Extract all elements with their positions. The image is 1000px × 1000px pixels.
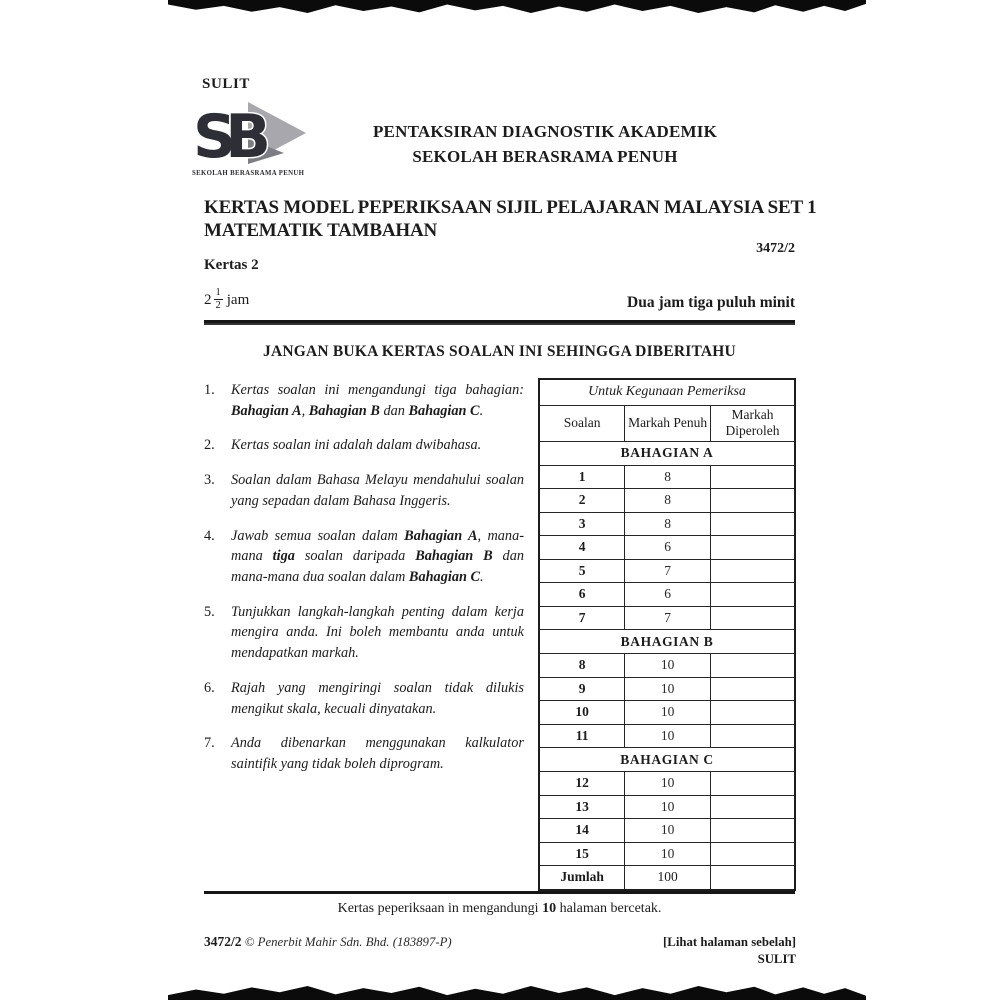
- full-marks-cell: 10: [625, 701, 711, 725]
- footer-right-block: [663, 934, 796, 969]
- table-section-label: BAHAGIAN A: [539, 441, 795, 465]
- table-row: [539, 559, 795, 583]
- instruction-text: Soalan dalam Bahasa Melayu mendahului soalan yang sepadan dalam Bahasa Inggeris.: [231, 472, 524, 509]
- question-number-cell: 6: [539, 583, 625, 607]
- table-row: [539, 795, 795, 819]
- scan-edge-bottom: [168, 986, 866, 1000]
- question-number-cell: 1: [539, 465, 625, 489]
- organisation-header: [300, 120, 790, 169]
- instruction-item: [204, 470, 524, 511]
- duration-row: [204, 288, 795, 312]
- marks-obtained-cell: [711, 677, 796, 701]
- table-row: [539, 536, 795, 560]
- examiner-use-table: [538, 378, 796, 891]
- instruction-number: 7.: [204, 735, 215, 752]
- paper-title: [204, 196, 817, 242]
- publisher-credit: © Penerbit Mahir Sdn. Bhd. (183897-P): [244, 935, 452, 949]
- instruction-number: 3.: [204, 472, 215, 489]
- full-marks-cell: 8: [625, 489, 711, 513]
- full-marks-cell: 10: [625, 795, 711, 819]
- full-marks-cell: 8: [625, 512, 711, 536]
- marks-obtained-cell: [711, 536, 796, 560]
- note-suffix: halaman bercetak.: [556, 901, 662, 916]
- full-marks-cell: 10: [625, 842, 711, 866]
- duration-whole: 2: [204, 291, 212, 308]
- question-number-cell: 5: [539, 559, 625, 583]
- confidential-label-top: SULIT: [202, 76, 251, 92]
- table-row: [539, 701, 795, 725]
- scan-edge-top: [168, 0, 866, 13]
- marks-obtained-cell: [711, 606, 796, 630]
- table-row: [539, 819, 795, 843]
- instruction-text: Tunjukkan langkah-langkah penting dalam kerja mengira anda. Ini boleh membantu anda untuk mendapatkan markah.: [231, 603, 524, 662]
- see-next-page-label: [Lihat halaman sebelah]: [663, 935, 796, 949]
- question-number-cell: 9: [539, 677, 625, 701]
- marks-obtained-cell: [711, 842, 796, 866]
- confidential-label-bottom: SULIT: [757, 952, 796, 967]
- question-number-cell: 13: [539, 795, 625, 819]
- instruction-item: [204, 380, 524, 421]
- instruction-number: 4.: [204, 527, 215, 544]
- paper-title-line1: KERTAS MODEL PEPERIKSAAN SIJIL PELAJARAN MALAYSIA SET 1: [204, 197, 817, 218]
- marks-obtained-cell: [711, 795, 796, 819]
- table-section-row: [539, 441, 795, 465]
- instruction-text: Rajah yang mengiringi soalan tidak dilukis mengikut skala, kecuali dinyatakan.: [231, 679, 524, 717]
- logo-monogram: SB: [193, 102, 260, 169]
- table-title-row: [539, 379, 795, 405]
- table-row: [539, 606, 795, 630]
- question-number-cell: 4: [539, 536, 625, 560]
- instruction-number: 2.: [204, 437, 215, 454]
- marks-obtained-cell: [711, 819, 796, 843]
- note-page-count: 10: [542, 901, 557, 916]
- full-marks-cell: 6: [625, 536, 711, 560]
- printed-pages-note: [204, 901, 795, 917]
- marks-obtained-cell: [711, 701, 796, 725]
- table-total-row: [539, 866, 795, 890]
- table-section-label: BAHAGIAN C: [539, 748, 795, 772]
- instruction-item: [204, 602, 524, 664]
- full-marks-cell: 8: [625, 465, 711, 489]
- instructions-list: [204, 380, 524, 789]
- instruction-number: 6.: [204, 679, 215, 696]
- column-header-markah-diperoleh: Markah Diperoleh: [711, 405, 796, 441]
- question-number-cell: 3: [539, 512, 625, 536]
- full-marks-cell: 10: [625, 677, 711, 701]
- total-label-cell: Jumlah: [539, 866, 625, 890]
- footer-divider-rule: [204, 891, 795, 894]
- table-section-row: [539, 748, 795, 772]
- duration-malay-numeric: [204, 288, 249, 312]
- table-row: [539, 465, 795, 489]
- question-number-cell: 12: [539, 772, 625, 796]
- question-number-cell: 7: [539, 606, 625, 630]
- table-row: [539, 677, 795, 701]
- marks-obtained-cell: [711, 465, 796, 489]
- paper-title-line2: MATEMATIK TAMBAHAN: [204, 220, 438, 242]
- full-marks-cell: 10: [625, 819, 711, 843]
- instruction-text: Kertas soalan ini mengandungi tiga bahagian: Bahagian A, Bahagian B dan Bahagian C.: [231, 382, 524, 419]
- duration-unit: jam: [226, 291, 250, 308]
- table-section-label: BAHAGIAN B: [539, 630, 795, 654]
- table-title: Untuk Kegunaan Pemeriksa: [539, 379, 795, 405]
- fraction-denominator: 2: [215, 299, 221, 311]
- column-header-markah-penuh: Markah Penuh: [625, 405, 711, 441]
- footer-row: [204, 934, 796, 969]
- full-marks-cell: 7: [625, 606, 711, 630]
- table-row: [539, 512, 795, 536]
- column-header-soalan: Soalan: [539, 405, 625, 441]
- question-number-cell: 11: [539, 724, 625, 748]
- marks-obtained-cell: [711, 772, 796, 796]
- full-marks-cell: 6: [625, 583, 711, 607]
- full-marks-cell: 7: [625, 559, 711, 583]
- footer-publisher-line: [204, 934, 452, 950]
- instruction-number: 1.: [204, 382, 215, 398]
- full-marks-cell: 10: [625, 724, 711, 748]
- question-number-cell: 2: [539, 489, 625, 513]
- footer-paper-code: 3472/2: [204, 934, 242, 949]
- instruction-item: [204, 678, 524, 719]
- total-obtained-cell: [711, 866, 796, 890]
- header-divider-rule: [204, 320, 795, 325]
- question-number-cell: 15: [539, 842, 625, 866]
- full-marks-cell: 10: [625, 654, 711, 678]
- table-row: [539, 489, 795, 513]
- marks-obtained-cell: [711, 654, 796, 678]
- duration-words: Dua jam tiga puluh minit: [627, 294, 795, 312]
- instruction-text: Jawab semua soalan dalam Bahagian A, mana-mana tiga soalan daripada Bahagian B dan mana-mana dua soalan dalam Bahagian C.: [231, 527, 524, 586]
- instruction-item: [204, 435, 524, 456]
- marks-obtained-cell: [711, 724, 796, 748]
- note-prefix: Kertas peperiksaan in mengandungi: [337, 901, 543, 916]
- instruction-item: [204, 733, 524, 774]
- table-section-row: [539, 630, 795, 654]
- question-number-cell: 10: [539, 701, 625, 725]
- fraction-numerator: 1: [215, 287, 221, 298]
- total-marks-cell: 100: [625, 866, 711, 890]
- instruction-number: 5.: [204, 603, 215, 620]
- do-not-open-warning: JANGAN BUKA KERTAS SOALAN INI SEHINGGA DIBERITAHU: [263, 343, 736, 360]
- table-row: [539, 724, 795, 748]
- paper-code: 3472/2: [756, 241, 795, 256]
- full-marks-cell: 10: [625, 772, 711, 796]
- duration-fraction: [214, 287, 223, 311]
- instruction-text: Kertas soalan ini adalah dalam dwibahasa.: [231, 437, 482, 454]
- question-number-cell: 14: [539, 819, 625, 843]
- org-header-line2: SEKOLAH BERASRAMA PENUH: [412, 146, 678, 166]
- marks-obtained-cell: [711, 489, 796, 513]
- org-header-line1: PENTAKSIRAN DIAGNOSTIK AKADEMIK: [372, 122, 718, 141]
- table-header-row: [539, 405, 795, 441]
- instruction-item: [204, 526, 524, 588]
- table-row: [539, 583, 795, 607]
- table-row: [539, 842, 795, 866]
- instruction-text: Anda dibenarkan menggunakan kalkulator saintifik yang tidak boleh diprogram.: [231, 735, 524, 773]
- table-row: [539, 654, 795, 678]
- paper-number-label: Kertas 2: [204, 257, 259, 273]
- marks-obtained-cell: [711, 559, 796, 583]
- marks-obtained-cell: [711, 583, 796, 607]
- logo-caption: SEKOLAH BERASRAMA PENUH: [192, 170, 305, 177]
- table-row: [539, 772, 795, 796]
- question-number-cell: 8: [539, 654, 625, 678]
- marks-obtained-cell: [711, 512, 796, 536]
